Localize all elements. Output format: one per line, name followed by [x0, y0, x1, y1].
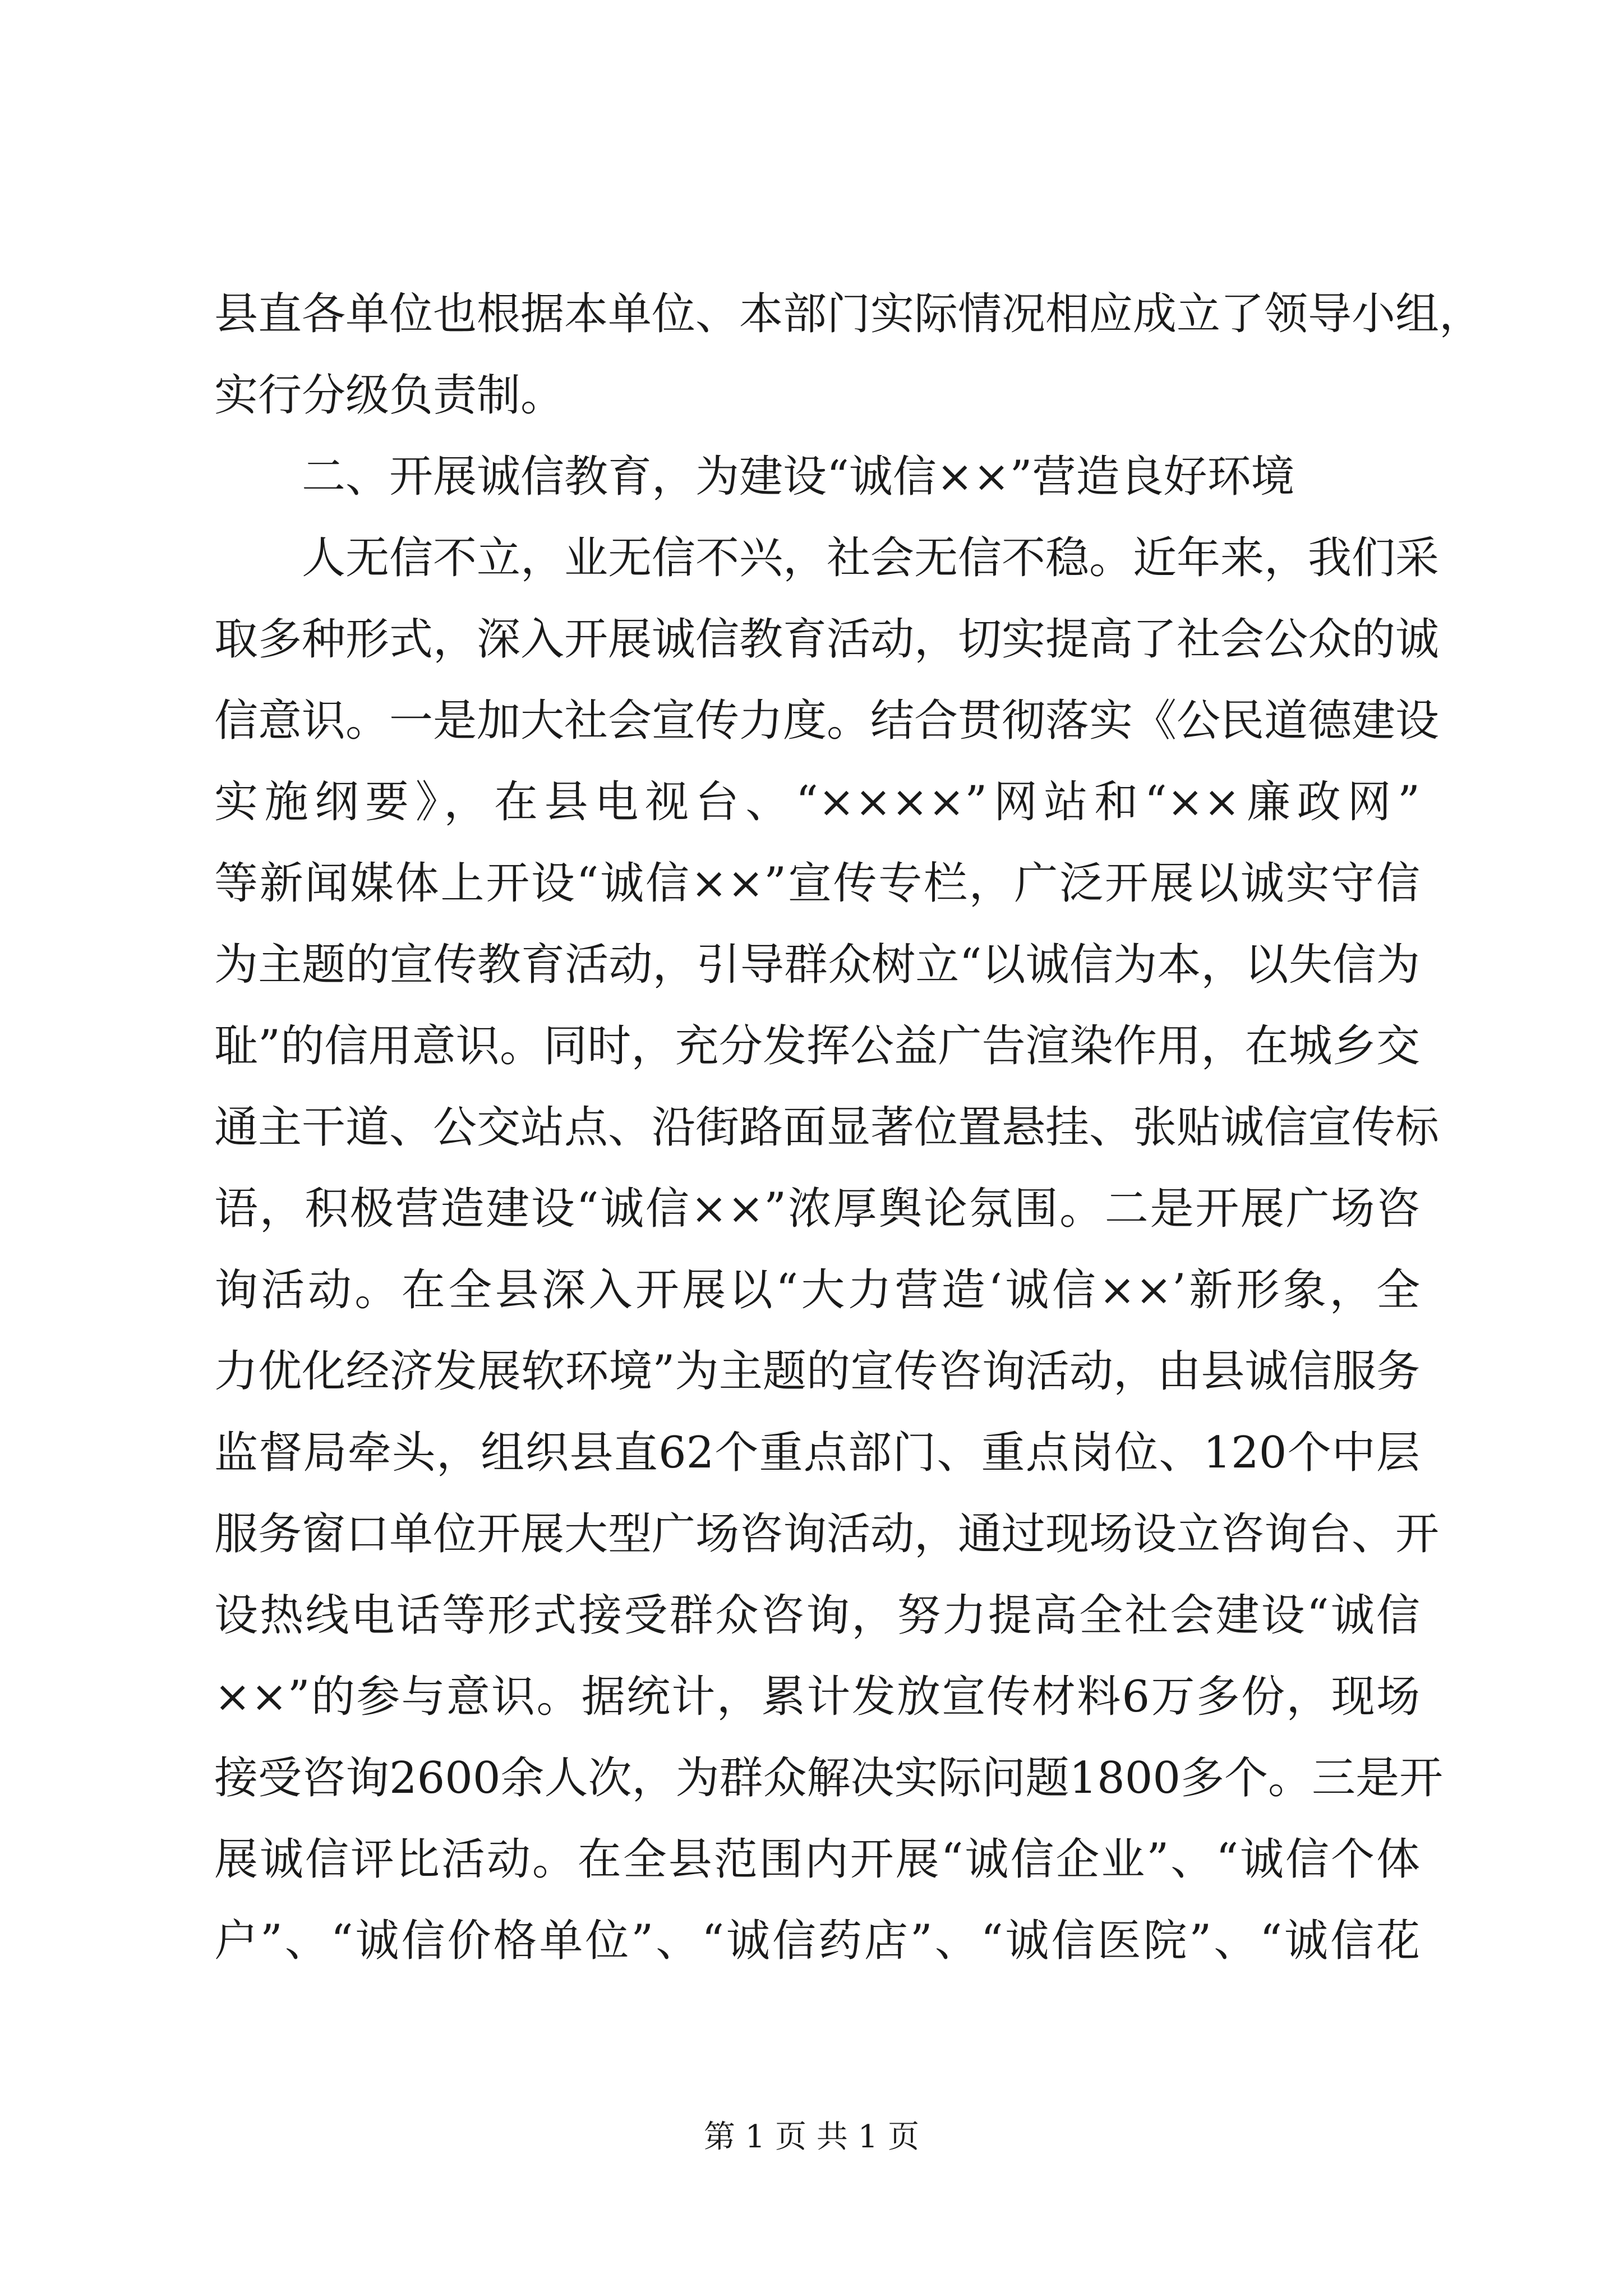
paragraph-line: 人无信不立，业无信不兴，社会无信不稳。近年来，我们采 — [302, 533, 1440, 583]
paragraph-line: 耻”的信用意识。同时，充分发挥公益广告渲染作用，在城乡交 — [214, 1021, 1420, 1071]
paragraph-line: 实施纲要》，在县电视台、“××××”网站和“××廉政网” — [214, 777, 1420, 827]
paragraph-line: 实行分级负责制。 — [214, 370, 565, 421]
paragraph-line: 询活动。在全县深入开展以“大力营造‘诚信××’新形象，全 — [214, 1265, 1420, 1315]
paragraph-line: 户”、“诚信价格单位”、“诚信药店”、“诚信医院”、“诚信花 — [214, 1916, 1420, 1966]
paragraph-line: 力优化经济发展软环境”为主题的宣传咨询活动，由县诚信服务 — [214, 1346, 1420, 1397]
paragraph-line: 取多种形式，深入开展诚信教育活动，切实提高了社会公众的诚 — [214, 614, 1440, 665]
paragraph-line: 为主题的宣传教育活动，引导群众树立“以诚信为本，以失信为 — [214, 940, 1420, 990]
paragraph-line: 监督局牵头，组织县直62个重点部门、重点岗位、120个中层 — [214, 1428, 1420, 1478]
body-text — [214, 274, 1483, 1982]
paragraph-line: 接受咨询2600余人次，为群众解决实际问题1800多个。三是开 — [214, 1753, 1444, 1803]
paragraph-line: 设热线电话等形式接受群众咨询，努力提高全社会建设“诚信 — [214, 1590, 1420, 1641]
paragraph-line: 服务窗口单位开展大型广场咨询活动，通过现场设立咨询台、开 — [214, 1509, 1440, 1559]
paragraph-line: 等新闻媒体上开设“诚信××”宣传专栏，广泛开展以诚实守信 — [214, 858, 1420, 909]
paragraph-line: 展诚信评比活动。在全县范围内开展“诚信企业”、“诚信个体 — [214, 1834, 1420, 1885]
section-heading: 二、开展诚信教育，为建设“诚信××”营造良好环境 — [302, 452, 1295, 502]
paragraph-line: 县直各单位也根据本单位、本部门实际情况相应成立了领导小组， — [214, 289, 1483, 339]
paragraph-line: 语，积极营造建设“诚信××”浓厚舆论氛围。二是开展广场咨 — [214, 1184, 1420, 1234]
paragraph-line: 信意识。一是加大社会宣传力度。结合贯彻落实《公民道德建设 — [214, 696, 1440, 746]
page-footer: 第 1 页 共 1 页 — [703, 2119, 920, 2155]
paragraph-line: ××”的参与意识。据统计，累计发放宣传材料6万多份，现场 — [214, 1672, 1420, 1722]
paragraph-line: 通主干道、公交站点、沿街路面显著位置悬挂、张贴诚信宣传标 — [214, 1102, 1440, 1153]
